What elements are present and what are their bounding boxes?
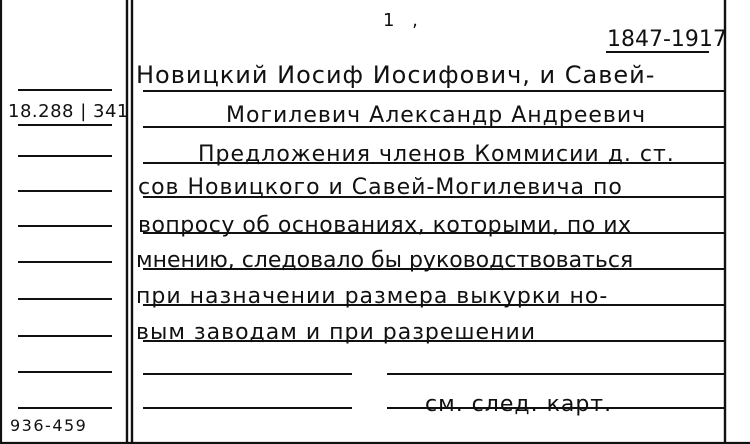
see-next-card-note: см. след. карт. — [425, 392, 613, 417]
entry-line: вопросу об основаниях, которыми, по их — [138, 213, 632, 238]
left-column-rules — [18, 90, 112, 408]
entry-line: при назначении размера выкурки но- — [136, 284, 609, 309]
entry-line: Новицкий Иосиф Иосифович, и Савей- — [136, 61, 656, 89]
archive-code: 18.288 | 341 — [8, 101, 129, 122]
entry-line: Могилевич Александр Андреевич — [226, 103, 647, 128]
entry-line: мнению, следовало бы руководствоваться — [136, 248, 634, 273]
entry-line: сов Новицкого и Савей-Могилевича по — [138, 175, 623, 200]
entry-line: вым заводам и при разрешении — [136, 320, 537, 345]
footer-code: 936-459 — [10, 416, 88, 435]
entry-line: Предложения членов Коммисии д. ст. — [198, 142, 675, 167]
life-dates: 1847-1917 — [607, 27, 727, 52]
page-mark: 1 , — [383, 10, 424, 31]
